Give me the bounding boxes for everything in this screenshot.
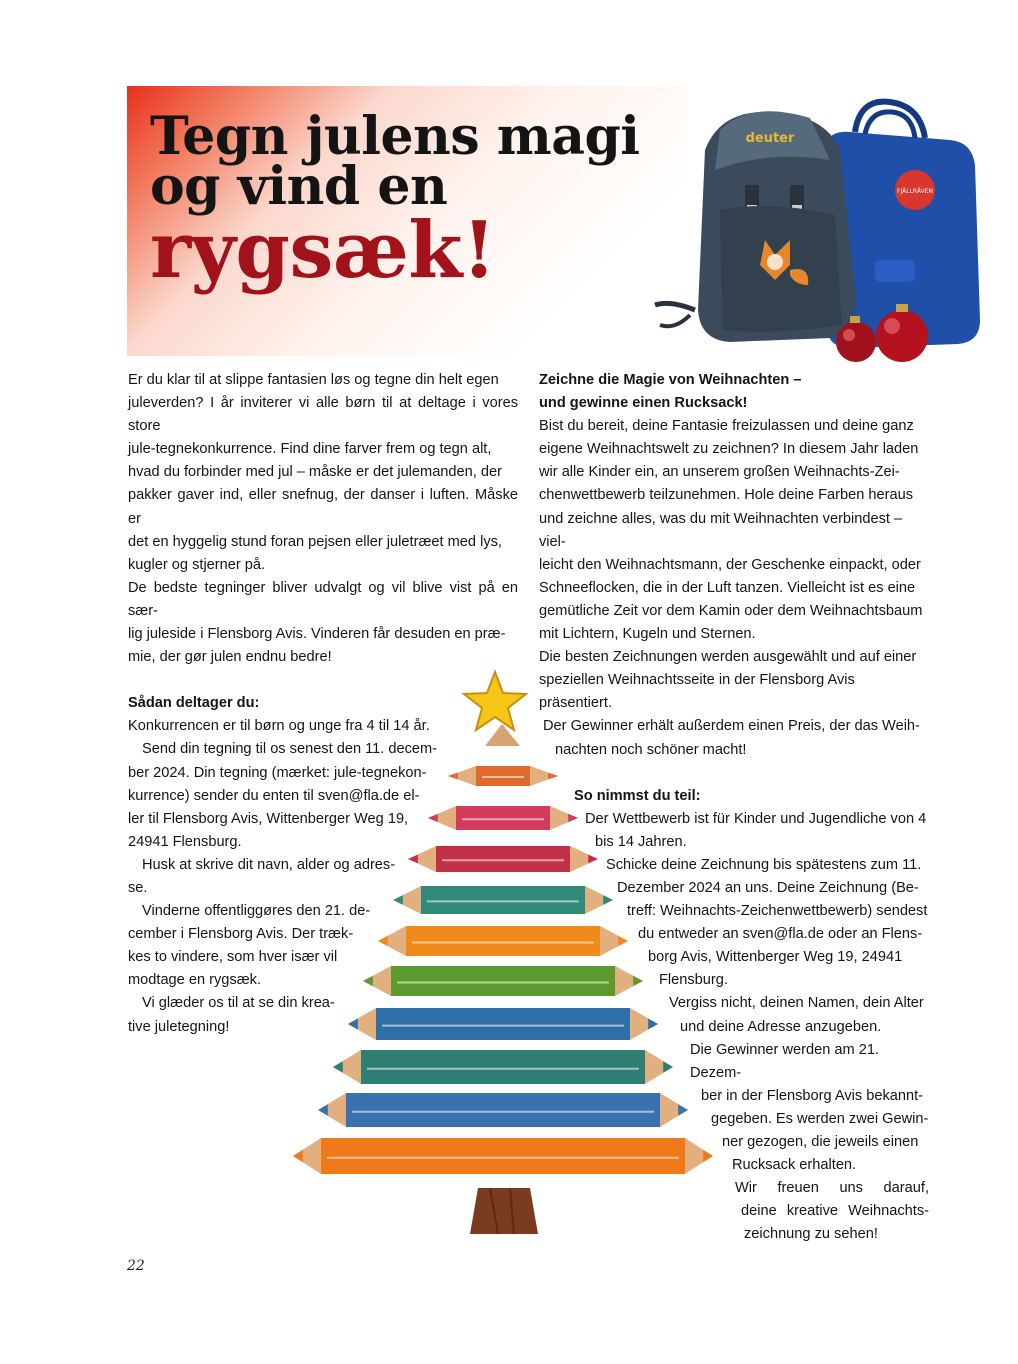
danish-intro-line: det en hyggelig stund foran pejsen eller juletræet med lys,: [128, 533, 502, 550]
pencil-lead: [393, 895, 403, 905]
danish-how-line: modtage en rygsæk.: [128, 972, 262, 989]
german-intro-line: leicht den Weihnachtsmann, der Geschenke einpackt, oder: [539, 556, 921, 573]
german-how-line: Der Wettbewerb ist für Kinder und Jugendliche von 4: [585, 810, 927, 827]
pencil-lead: [663, 1061, 673, 1073]
pencil-lead: [378, 936, 388, 946]
german-title-line-2: und gewinne einen Rucksack!: [539, 395, 748, 412]
danish-how-line: Husk at skrive dit navn, alder og adres-: [142, 856, 396, 873]
german-how-line: Dezember 2024 an uns. Deine Zeichnung (Be-: [617, 879, 919, 896]
german-intro-line: eigene Weihnachtswelt zu zeichnen? In diesem Jahr laden: [539, 441, 919, 458]
german-how-line: du entweder an sven@fla.de oder an Flens-: [638, 926, 923, 943]
pencil-body: [421, 886, 585, 914]
danish-how-line: 24941 Flensburg.: [128, 833, 242, 850]
german-intro-line: Die besten Zeichnungen werden ausgewählt und auf einer: [539, 649, 917, 666]
danish-intro-line: juleverden? I år inviterer vi alle børn til at deltage i vores store: [128, 395, 518, 435]
danish-intro-line: mie, der gør julen endnu bedre!: [128, 649, 332, 666]
pencil-lead: [293, 1150, 303, 1162]
danish-intro-line: pakker gaver ind, eller snefnug, der danser i luften. Måske er: [128, 487, 518, 527]
danish-intro-line: De bedste tegninger bliver udvalgt og vil blive vist på en sær-: [128, 579, 518, 619]
german-intro-line: Schneeflocken, die in der Luft tanzen. Vielleicht ist es eine: [539, 579, 916, 596]
danish-how-line: tive juletegning!: [128, 1018, 230, 1035]
german-how-line: bis 14 Jahren.: [595, 833, 687, 850]
danish-how-line: kes to vindere, som hver især vil: [128, 949, 338, 966]
danish-intro-line: lig juleside i Flensborg Avis. Vinderen får desuden en præ-: [128, 626, 506, 643]
german-how-line: zeichnung zu sehen!: [744, 1226, 878, 1243]
danish-how-line: se.: [128, 879, 148, 896]
german-intro-line: chenwettbewerb teilzunehmen. Hole deine Farben heraus: [539, 487, 913, 504]
danish-how-line: Vi glæder os til at se din krea-: [142, 995, 335, 1012]
pencil-lead: [428, 814, 438, 822]
pencil-body: [391, 966, 615, 996]
german-how-line: deine kreative Weihnachts-: [741, 1203, 929, 1220]
german-intro-line: gemütliche Zeit vor dem Kamin oder dem Weihnachtsbaum: [539, 602, 923, 619]
german-intro-line: und zeichne alles, was du mit Weihnachten verbindest – viel-: [539, 510, 903, 550]
pencil-lead: [703, 1150, 713, 1162]
pencil-christmas-tree: [290, 668, 750, 1238]
german-how-line: Flensburg.: [659, 972, 728, 989]
german-how-line: und deine Adresse anzugeben.: [680, 1018, 882, 1035]
german-intro-line: wir alle Kinder ein, an unserem großen Weihnachts-Zei-: [539, 464, 900, 481]
danish-how-line: Send din tegning til os senest den 11. decem-: [142, 741, 438, 758]
headline-line-3: rygsæk!: [150, 205, 496, 296]
pencil-lead: [333, 1061, 343, 1073]
backpack-illustration: [650, 90, 990, 370]
pencil-body: [436, 846, 570, 872]
german-how-line: gegeben. Es werden zwei Gewin-: [711, 1110, 929, 1127]
danish-how-line: Vinderne offentliggøres den 21. de-: [142, 903, 371, 920]
german-how-line: borg Avis, Wittenberger Weg 19, 24941: [648, 949, 903, 966]
danish-intro-line: hvad du forbinder med jul – måske er det julemanden, der: [128, 464, 502, 481]
pencil-lead: [603, 895, 613, 905]
pencil-lead: [633, 976, 643, 986]
danish-how-line: ber 2024. Din tegning (mærket: jule-tegnekon-: [128, 764, 427, 781]
pencil-lead: [348, 1019, 358, 1030]
pencil-body: [321, 1138, 685, 1174]
german-intro-line: Der Gewinner erhält außerdem einen Preis, der das Weih-: [543, 718, 920, 735]
danish-how-line: kurrence) sender du enten til sven@fla.de el-: [128, 787, 420, 804]
german-intro-line: speziellen Weihnachtsseite in der Flensborg Avis präsentiert.: [539, 672, 855, 712]
german-how-line: ner gezogen, die jeweils einen: [722, 1134, 919, 1150]
danish-intro-line: kugler og stjerner på.: [128, 556, 266, 573]
german-how-title: So nimmst du teil:: [574, 787, 701, 804]
pencil-lead: [448, 773, 458, 780]
headline-line-2: og vind en: [150, 156, 448, 217]
star-icon: [464, 672, 526, 730]
german-how-line: Rucksack erhalten.: [732, 1157, 857, 1174]
german-how-line: Die Gewinner werden am 21. Dezem-: [690, 1041, 879, 1081]
german-how-line: Schicke deine Zeichnung bis spätestens zum 11.: [606, 856, 922, 873]
pencil-body: [376, 1008, 630, 1040]
danish-how-title: Sådan deltager du:: [128, 695, 260, 712]
pencil-lead: [678, 1104, 688, 1116]
danish-how-line: ler til Flensborg Avis, Wittenberger Weg 19,: [128, 810, 409, 827]
danish-how-line: Konkurrencen er til børn og unge fra 4 til 14 år.: [128, 718, 430, 735]
pencil-lead: [648, 1019, 658, 1030]
pencil-body: [346, 1093, 660, 1127]
pencil-body: [406, 926, 600, 956]
german-how-line: treff: Weihnachts-Zeichenwettbewerb) sendest: [627, 903, 928, 920]
pencil-lead: [363, 976, 373, 986]
deuter-logo-text: deuter: [745, 131, 795, 146]
danish-intro-line: jule-tegnekonkurrence. Find dine farver frem og tegn alt,: [128, 441, 492, 458]
german-how-line: ber in der Flensborg Avis bekannt-: [701, 1087, 924, 1104]
pencil-lead: [408, 855, 418, 864]
german-intro-line: nachten noch schöner macht!: [555, 741, 747, 758]
tree-pencils: [293, 766, 713, 1174]
pencil-lead: [318, 1104, 328, 1116]
danish-how-line: cember i Flensborg Avis. Der træk-: [128, 926, 354, 943]
page-number: 22: [127, 1258, 145, 1274]
pencil-lead: [618, 936, 628, 946]
german-title-line-1: Zeichne die Magie von Weihnachten –: [539, 372, 802, 388]
pencil-lead: [568, 814, 578, 822]
german-how-line: Vergiss nicht, deinen Namen, dein Alter: [669, 995, 924, 1012]
pencil-body: [361, 1050, 645, 1084]
danish-intro-line: Er du klar til at slippe fantasien løs og tegne din helt egen: [128, 372, 499, 388]
headline: [150, 106, 640, 296]
german-intro-line: mit Lichtern, Kugeln und Sternen.: [539, 626, 756, 643]
pencil-lead: [588, 855, 598, 864]
pencil-lead: [548, 773, 558, 780]
fjallraven-patch-text: FJÄLLRÄVEN: [897, 188, 933, 195]
german-intro-line: Bist du bereit, deine Fantasie freizulassen und deine ganz: [539, 418, 914, 435]
german-how-line: Wir freuen uns darauf,: [735, 1180, 929, 1197]
headline-line-1: Tegn julens magi: [150, 106, 640, 167]
pencil-body: [456, 806, 550, 830]
